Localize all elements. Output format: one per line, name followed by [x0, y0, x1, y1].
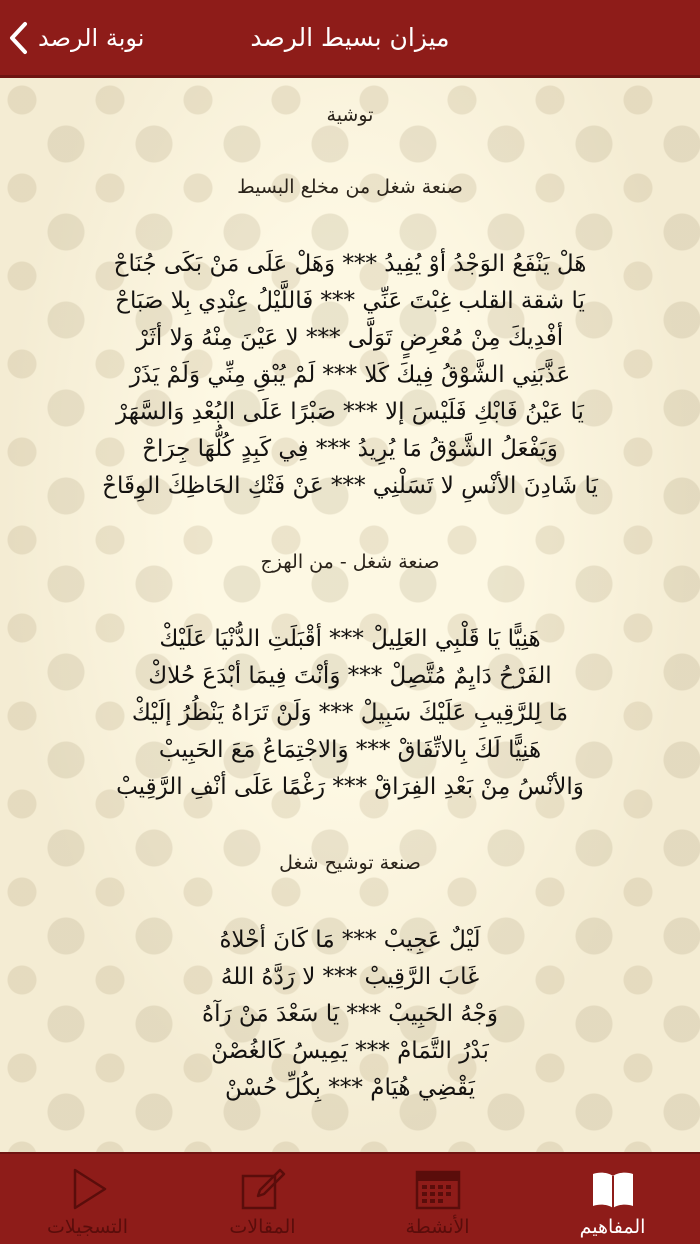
tab-recordings[interactable] — [0, 1154, 175, 1244]
verse-line: وَجْهُ الحَبِيبْ *** يَا سَعْدَ مَنْ رَآهُ — [202, 1001, 498, 1027]
tab-label: الأنشطة — [405, 1216, 470, 1238]
verse-line: مَا لِلرَّقِيبِ عَلَيْكَ سَبِيلْ *** وَلَنْ تَرَاهُ يَنْظُرُ إلَيْكْ — [131, 700, 569, 726]
tab-articles[interactable] — [175, 1154, 350, 1244]
verse-line: يَا شقة القلب غِبْتَ عَنِّي *** فَاللَّيْلُ عِنْدِي بِلا صَبَاحْ — [115, 288, 585, 314]
back-button-label: نوبة الرصد — [38, 24, 145, 52]
tab-bar — [0, 1152, 700, 1244]
back-button[interactable] — [8, 14, 144, 62]
tab-label: المقالات — [229, 1216, 296, 1238]
verse-line: الفَرْحُ دَايِمٌ مُتَّصِلْ *** وَأنْتَ فِيمَا أبْدَعَ حُلاكْ — [148, 663, 552, 689]
section-title: صنعة توشيح شغل — [279, 852, 421, 874]
page-title: ميزان بسيط الرصد — [250, 23, 450, 52]
nav-bar — [0, 0, 700, 78]
section-title: صنعة شغل من مخلع البسيط — [237, 176, 463, 198]
verse-line: يَا شَادِنَ الأنْسِ لا تَسَلْنِي *** عَنْ فَتْكِ الحَاظِكَ الوِقَاحْ — [102, 473, 598, 499]
poem-content[interactable] — [0, 78, 700, 1152]
calendar-icon — [413, 1164, 463, 1214]
tab-concepts[interactable] — [525, 1154, 700, 1244]
poem-text — [0, 78, 700, 1107]
verse-line: وَالأنْسُ مِنْ بَعْدِ الفِرَاقْ *** رَغْمًا عَلَى أنْفِ الرَّقِيبْ — [116, 774, 584, 800]
verse-line: بَدْرُ التَّمَامْ *** يَمِيسُ كَالغُصْنْ — [211, 1038, 489, 1064]
verse-line: لَيْلٌ عَجِيبْ *** مَا كَانَ أحْلاهُ — [219, 927, 481, 953]
tab-label: المفاهيم — [579, 1216, 646, 1238]
tab-label: التسجيلات — [47, 1216, 128, 1238]
verse-line: وَيَفْعَلُ الشَّوْقُ مَا يُرِيدُ *** فِي كَبِدٍ كُلُّهَا جِرَاحْ — [142, 436, 558, 462]
verse-line: هَنِيًّا لَكَ بِالاتِّفَاقْ *** وَالاجْتِمَاعُ مَعَ الحَبِيبْ — [158, 737, 542, 763]
verse-line: غَابَ الرَّقِيبْ *** لا رَدَّهُ اللهُ — [220, 964, 480, 990]
verse-line: هَنِيًّا يَا قَلْبِي العَلِيلْ *** أقْبَلَتِ الدُّنْيَا عَلَيْكْ — [159, 626, 541, 652]
tab-activities[interactable] — [350, 1154, 525, 1244]
verse-line: هَلْ يَنْفَعُ الوَجْدُ أوْ يُفِيدُ *** وَهَلْ عَلَى مَنْ بَكَى جُنَاحْ — [113, 251, 587, 277]
verse-line: يَقْضِي هُيَامْ *** بِكُلِّ حُسْنْ — [225, 1075, 475, 1101]
compose-icon — [238, 1164, 288, 1214]
play-icon — [63, 1164, 113, 1214]
chevron-left-icon — [8, 21, 28, 55]
section-title: صنعة شغل - من الهزج — [260, 551, 440, 573]
verse-line: يَا عَيْنُ فَابْكِ فَلَيْسَ إلا *** صَبْرًا عَلَى البُعْدِ وَالسَّهَرْ — [116, 399, 584, 425]
verse-line: عَذَّبَنِي الشَّوْقُ فِيكَ كَلا *** لَمْ يُبْقِ مِنِّي وَلَمْ يَذَرْ — [129, 362, 571, 388]
book-icon — [588, 1164, 638, 1214]
verse-line: أفْدِيكَ مِنْ مُعْرِضٍ تَوَلَّى *** لا عَيْنَ مِنْهُ وَلا أثَرْ — [136, 325, 564, 351]
section-title: توشية — [326, 104, 374, 126]
